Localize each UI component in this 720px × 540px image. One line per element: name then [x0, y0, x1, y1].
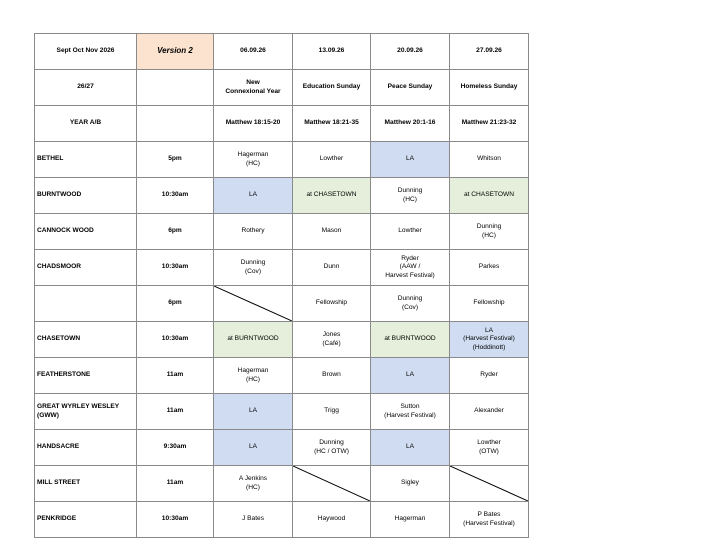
header-row-occasions [35, 70, 529, 106]
service-time: 10:30am [137, 322, 214, 358]
preacher-cell: at BURNTWOOD [371, 322, 450, 358]
church-name: GREAT WYRLEY WESLEY (GWW) [35, 394, 137, 430]
diagonal-slash-icon [214, 286, 292, 321]
table-row [35, 430, 529, 466]
preacher-cell: at CHASETOWN [450, 178, 529, 214]
date-header: 06.09.26 [214, 34, 293, 70]
service-time: 5pm [137, 142, 214, 178]
preacher-cell: Parkes [450, 250, 529, 286]
preacher-cell: Dunning (HC) [371, 178, 450, 214]
no-service-cell [293, 466, 371, 502]
period-label: Sept Oct Nov 2026 [35, 34, 137, 70]
table-row [35, 142, 529, 178]
preacher-cell: LA [371, 358, 450, 394]
preacher-cell: Alexander [450, 394, 529, 430]
service-time: 10:30am [137, 178, 214, 214]
preacher-cell: LA [371, 142, 450, 178]
preacher-cell: Lowther [293, 142, 371, 178]
reading-header: Matthew 18:15-20 [214, 106, 293, 142]
preacher-cell: Haywood [293, 502, 371, 538]
service-time: 6pm [137, 214, 214, 250]
preacher-cell: Lowther [371, 214, 450, 250]
preacher-cell: Dunning (HC) [450, 214, 529, 250]
preacher-cell: Whitson [450, 142, 529, 178]
preacher-cell: Dunning (Cov) [371, 286, 450, 322]
reading-header: Matthew 20:1-16 [371, 106, 450, 142]
preacher-cell: Fellowship [293, 286, 371, 322]
service-time: 10:30am [137, 250, 214, 286]
preacher-cell: Ryder (AAW / Harvest Festival) [371, 250, 450, 286]
table-row [35, 250, 529, 286]
service-time: 10:30am [137, 502, 214, 538]
table-row [35, 502, 529, 538]
header-row-dates [35, 34, 529, 70]
preacher-cell: Hagerman [371, 502, 450, 538]
preacher-cell: LA [214, 430, 293, 466]
table-row [35, 466, 529, 502]
preacher-cell: LA [214, 394, 293, 430]
preacher-cell: Hagerman (HC) [214, 358, 293, 394]
preacher-cell: at BURNTWOOD [214, 322, 293, 358]
preacher-cell: Jones (Café) [293, 322, 371, 358]
diagonal-slash-icon [450, 466, 528, 501]
occasion-header: Homeless Sunday [450, 70, 529, 106]
preacher-cell: Dunning (Cov) [214, 250, 293, 286]
date-header: 13.09.26 [293, 34, 371, 70]
service-time: 9:30am [137, 430, 214, 466]
preacher-cell: Ryder [450, 358, 529, 394]
preaching-plan-table [34, 33, 529, 538]
preacher-cell: Dunning (HC / OTW) [293, 430, 371, 466]
church-name: CHASETOWN [35, 322, 137, 358]
preacher-cell: J Bates [214, 502, 293, 538]
table-row [35, 214, 529, 250]
service-time: 11am [137, 358, 214, 394]
preacher-cell: Sutton (Harvest Festival) [371, 394, 450, 430]
no-service-cell [214, 286, 293, 322]
year-code: 26/27 [35, 70, 137, 106]
empty-cell [137, 70, 214, 106]
preacher-cell: P Bates (Harvest Festival) [450, 502, 529, 538]
church-name: CANNOCK WOOD [35, 214, 137, 250]
service-time: 6pm [137, 286, 214, 322]
church-name: MILL STREET [35, 466, 137, 502]
service-time: 11am [137, 466, 214, 502]
preacher-cell: Brown [293, 358, 371, 394]
preacher-cell: Mason [293, 214, 371, 250]
occasion-header: Peace Sunday [371, 70, 450, 106]
preacher-cell: Dunn [293, 250, 371, 286]
preacher-cell: A Jenkins (HC) [214, 466, 293, 502]
church-name: PENKRIDGE [35, 502, 137, 538]
church-name: CHADSMOOR [35, 250, 137, 286]
table-row [35, 394, 529, 430]
church-name: FEATHERSTONE [35, 358, 137, 394]
service-time: 11am [137, 394, 214, 430]
preacher-cell: Sigley [371, 466, 450, 502]
no-service-cell [450, 466, 529, 502]
preacher-cell: Hagerman (HC) [214, 142, 293, 178]
preacher-cell: Rothery [214, 214, 293, 250]
preacher-cell: Trigg [293, 394, 371, 430]
date-header: 20.09.26 [371, 34, 450, 70]
occasion-header: New Connexional Year [214, 70, 293, 106]
occasion-header: Education Sunday [293, 70, 371, 106]
preacher-cell: LA [371, 430, 450, 466]
empty-cell [137, 106, 214, 142]
diagonal-slash-icon [293, 466, 370, 501]
table-row [35, 178, 529, 214]
preacher-cell: Fellowship [450, 286, 529, 322]
church-name: HANDSACRE [35, 430, 137, 466]
preacher-cell: at CHASETOWN [293, 178, 371, 214]
table-row [35, 322, 529, 358]
reading-header: Matthew 21:23-32 [450, 106, 529, 142]
preacher-cell: LA [214, 178, 293, 214]
version-label: Version 2 [137, 34, 214, 70]
preacher-cell: LA (Harvest Festival) (Hoddinott) [450, 322, 529, 358]
church-name [35, 286, 137, 322]
year-label: YEAR A/B [35, 106, 137, 142]
church-name: BURNTWOOD [35, 178, 137, 214]
church-name: BETHEL [35, 142, 137, 178]
date-header: 27.09.26 [450, 34, 529, 70]
table-row [35, 286, 529, 322]
table-row [35, 358, 529, 394]
reading-header: Matthew 18:21-35 [293, 106, 371, 142]
preacher-cell: Lowther (OTW) [450, 430, 529, 466]
header-row-readings [35, 106, 529, 142]
